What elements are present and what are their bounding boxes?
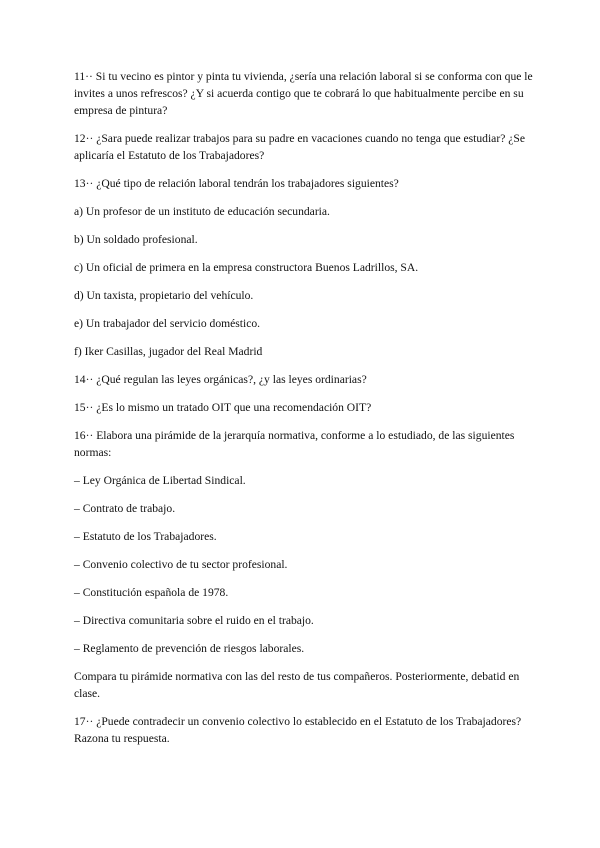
option-c: c) Un oficial de primera en la empresa constructora Buenos Ladrillos, SA. — [74, 261, 419, 274]
option-b: b) Un soldado profesional. — [74, 233, 198, 246]
document-page — [74, 68, 534, 758]
option-f: f) Iker Casillas, jugador del Real Madrid — [74, 345, 263, 358]
question-17: 17·· ¿Puede contradecir un convenio colectivo lo establecido en el Estatuto de los Trabajadores? Razona tu respuesta. — [74, 715, 522, 745]
norm-item: – Reglamento de prevención de riesgos laborales. — [74, 642, 305, 655]
norm-item: – Constitución española de 1978. — [74, 586, 229, 599]
question-16: 16·· Elabora una pirámide de la jerarquía normativa, conforme a lo estudiado, de las siguientes normas: — [74, 429, 515, 459]
norm-item: – Ley Orgánica de Libertad Sindical. — [74, 474, 246, 487]
option-a: a) Un profesor de un instituto de educación secundaria. — [74, 205, 330, 218]
option-d: d) Un taxista, propietario del vehículo. — [74, 289, 254, 302]
norm-item: – Contrato de trabajo. — [74, 502, 176, 515]
question-15: 15·· ¿Es lo mismo un tratado OIT que una recomendación OIT? — [74, 401, 372, 414]
norm-item: – Convenio colectivo de tu sector profesional. — [74, 558, 288, 571]
norm-item: – Estatuto de los Trabajadores. — [74, 530, 217, 543]
question-14: 14·· ¿Qué regulan las leyes orgánicas?, ¿y las leyes ordinarias? — [74, 373, 367, 386]
comparison-instruction: Compara tu pirámide normativa con las del resto de tus compañeros. Posteriormente, debatid en clase. — [74, 670, 520, 700]
question-12: 12·· ¿Sara puede realizar trabajos para su padre en vacaciones cuando no tenga que estudiar? ¿Se aplicaría el Estatuto de los Trabajadores? — [74, 132, 525, 162]
norm-item: – Directiva comunitaria sobre el ruido en el trabajo. — [74, 614, 314, 627]
question-11: 11·· Si tu vecino es pintor y pinta tu vivienda, ¿sería una relación laboral si se conforma con que le invites a unos refrescos? ¿Y si acuerda contigo que te cobrará lo que habitualmente percibe en su empresa de pintura? — [74, 70, 533, 117]
question-13: 13·· ¿Qué tipo de relación laboral tendrán los trabajadores siguientes? — [74, 177, 399, 190]
option-e: e) Un trabajador del servicio doméstico. — [74, 317, 261, 330]
